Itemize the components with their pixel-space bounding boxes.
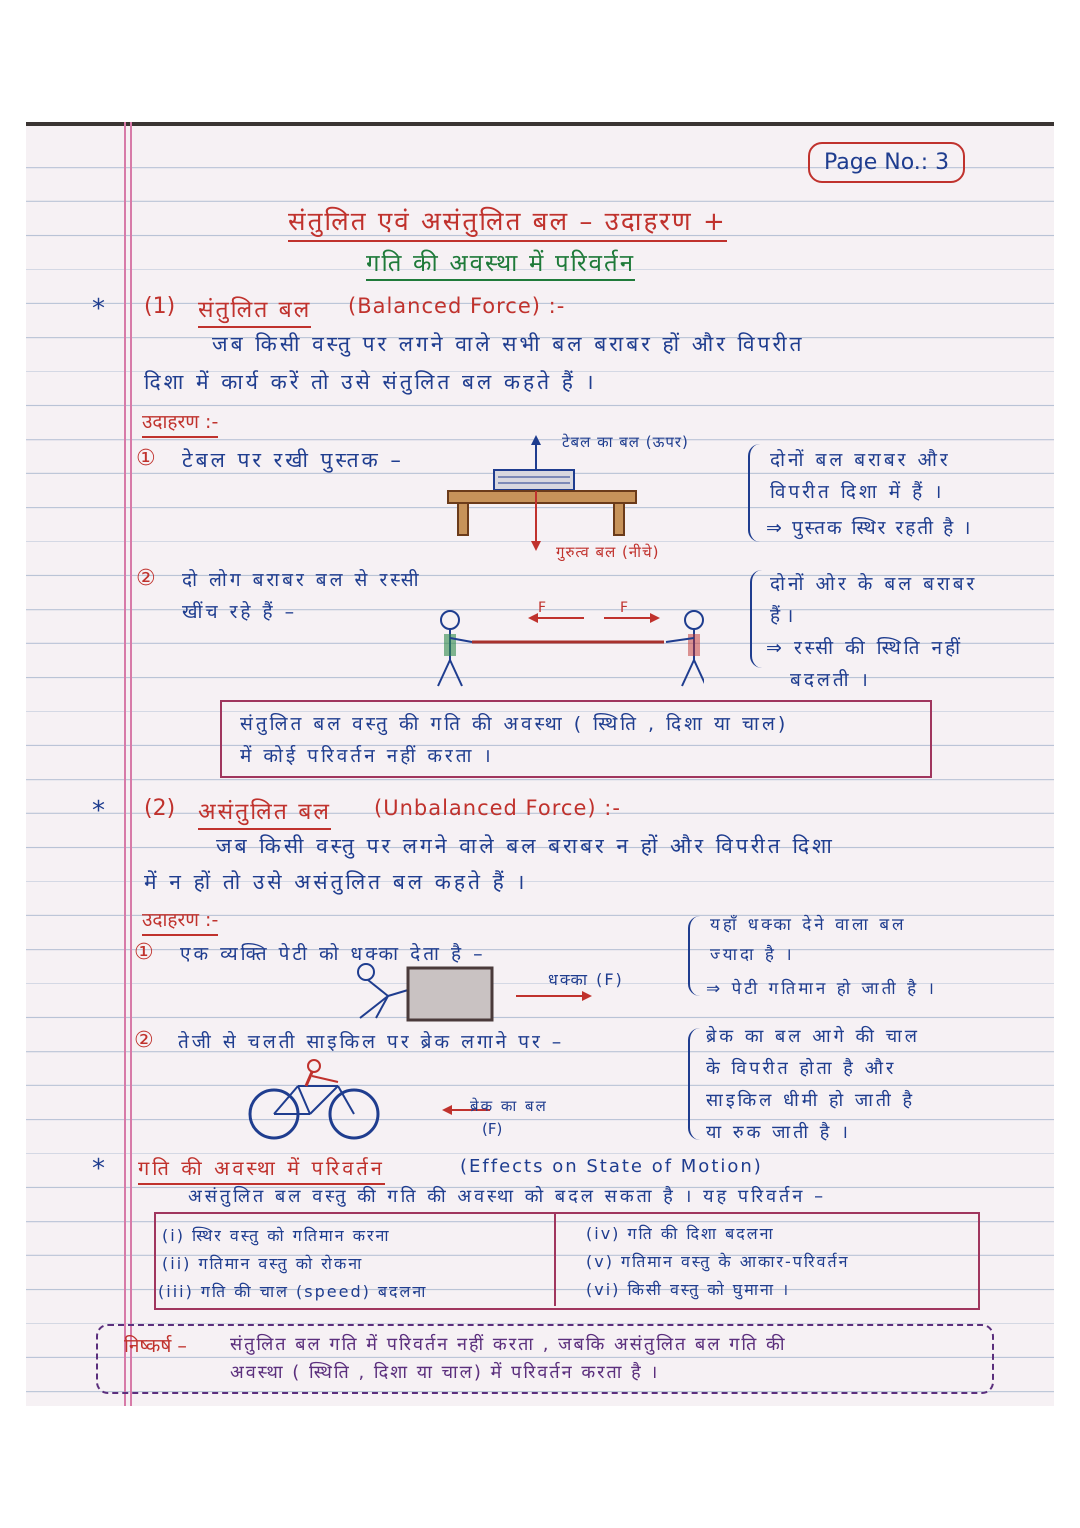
s1-ex2-text-2: खींच रहे हैं – [182,601,298,623]
force-label-right: F [620,600,629,616]
s2-ex1-number: ① [134,940,154,965]
box [408,968,492,1020]
effect-item: (iv) गति की दिशा बदलना [586,1224,775,1243]
brake-force-label-2: (F) [482,1120,503,1138]
section-3-heading: गति की अवस्था में परिवर्तन [138,1154,385,1185]
bicycle-drawing [242,1058,386,1140]
brace [750,570,762,668]
brake-force-label-1: ब्रेक का बल [470,1097,548,1115]
s2-ex1-note-3: ⇒ पेटी गतिमान हो जाती है । [706,979,937,999]
balanced-summary-line-2: में कोई परिवर्तन नहीं करता । [240,745,494,767]
section-2-number: (2) [144,796,176,821]
bullet-star: * [92,1154,105,1184]
s2-ex1-text: एक व्यक्ति पेटी को धक्का देता है – [180,943,486,965]
s2-definition-line-2: में न हों तो उसे असंतुलित बल कहते हैं । [144,870,528,894]
page-top-edge [26,122,1054,126]
s1-ex2-note-4: बदलती । [790,669,871,691]
s2-ex2-text: तेजी से चलती साइकिल पर ब्रेक लगाने पर – [178,1031,565,1053]
section-2-english: (Unbalanced Force) :- [374,796,621,820]
force-label-left: F [538,600,547,616]
rider-head [308,1060,320,1072]
margin-line [130,122,132,1406]
s1-example-label: उदाहरण :- [142,408,218,438]
brace [688,1028,700,1140]
effect-item: (i) स्थिर वस्तु को गतिमान करना [162,1226,391,1245]
s1-ex1-down-label: गुरुत्व बल (नीचे) [556,543,660,561]
s1-definition-line-1: जब किसी वस्तु पर लगने वाले सभी बल बराबर हों और विपरीत [212,332,805,356]
s1-ex2-number: ② [136,566,156,591]
person-head [441,611,459,629]
bullet-star: * [92,796,105,826]
s2-ex2-number: ② [134,1028,154,1053]
title-line-2: गति की अवस्था में परिवर्तन [366,246,635,281]
effect-item: (ii) गतिमान वस्तु को रोकना [162,1254,364,1273]
s2-ex2-note-2: के विपरीत होता है और [706,1058,897,1079]
notebook-page [26,122,1054,1406]
s1-ex2-note-2: हैं । [770,605,794,627]
section-1-heading: संतुलित बल [198,292,311,328]
s1-ex2-note-1: दोनों ओर के बल बराबर [770,573,978,595]
s1-ex1-text: टेबल पर रखी पुस्तक – [182,448,404,472]
upward-arrowhead [531,435,541,445]
section-1-number: (1) [144,294,176,319]
effects-box-divider [554,1214,556,1306]
margin-line [124,122,126,1406]
s2-definition-line-1: जब किसी वस्तु पर लगने वाले बल बराबर न हों और विपरीत दिशा [216,834,835,858]
person-head [358,964,374,980]
brace [688,916,700,996]
conclusion-label: निष्कर्ष – [124,1335,187,1357]
conclusion-line-2: अवस्था ( स्थिति , दिशा या चाल) में परिवर्तन करता है । [230,1362,660,1383]
section-1-english: (Balanced Force) :- [348,294,566,318]
tug-of-war-drawing [414,598,704,694]
s2-ex1-note-2: ज्यादा है । [710,945,795,965]
effect-item: (v) गतिमान वस्तु के आकार-परिवर्तन [586,1252,850,1271]
bullet-star: * [92,294,105,324]
s1-ex1-number: ① [136,446,156,471]
s2-ex2-note-4: या रुक जाती है । [706,1122,851,1143]
push-force-label: धक्का (F) [548,970,624,989]
book [494,470,574,490]
brace [748,444,760,542]
s1-ex1-up-label: टेबल का बल (ऊपर) [562,433,689,451]
s2-ex1-note-1: यहाँ धक्का देने वाला बल [710,915,907,935]
s1-ex2-text-1: दो लोग बराबर बल से रस्सी [182,569,422,591]
title-line-1: संतुलित एवं असंतुलित बल – उदाहरण + [288,202,727,242]
pushing-box-drawing [336,956,646,1026]
page-number: Page No.: 3 [808,142,965,183]
balanced-summary-line-1: संतुलित बल वस्तु की गति की अवस्था ( स्थिति , दिशा या चाल) [240,713,789,735]
section-2-heading: असंतुलित बल [198,794,331,830]
s1-ex1-note-3: ⇒ पुस्तक स्थिर रहती है । [766,517,973,539]
conclusion-line-1: संतुलित बल गति में परिवर्तन नहीं करता , जबकि असंतुलित बल गति की [230,1334,787,1355]
effect-item: (iii) गति की चाल (speed) बदलना [158,1282,428,1301]
section-3-english: (Effects on State of Motion) [460,1156,763,1177]
s1-definition-line-2: दिशा में कार्य करें तो उसे संतुलित बल कहते हैं । [144,370,597,394]
table-top [448,491,636,503]
section-3-intro: असंतुलित बल वस्तु की गति की अवस्था को बदल सकता है । यह परिवर्तन – [188,1186,827,1207]
s2-ex2-note-1: ब्रेक का बल आगे की चाल [706,1026,920,1047]
table-leg [614,503,624,535]
s1-ex1-note-2: विपरीत दिशा में हैं । [770,481,945,503]
s2-example-label: उदाहरण :- [142,906,218,936]
table-leg [458,503,468,535]
downward-arrowhead [531,541,541,551]
effect-item: (vi) किसी वस्तु को घुमाना । [586,1280,791,1299]
s1-ex1-note-1: दोनों बल बराबर और [770,449,951,471]
s2-ex2-note-3: साइकिल धीमी हो जाती है [706,1090,916,1111]
s1-ex2-note-3: ⇒ रस्सी की स्थिति नहीं [766,637,964,659]
person-head [685,611,703,629]
